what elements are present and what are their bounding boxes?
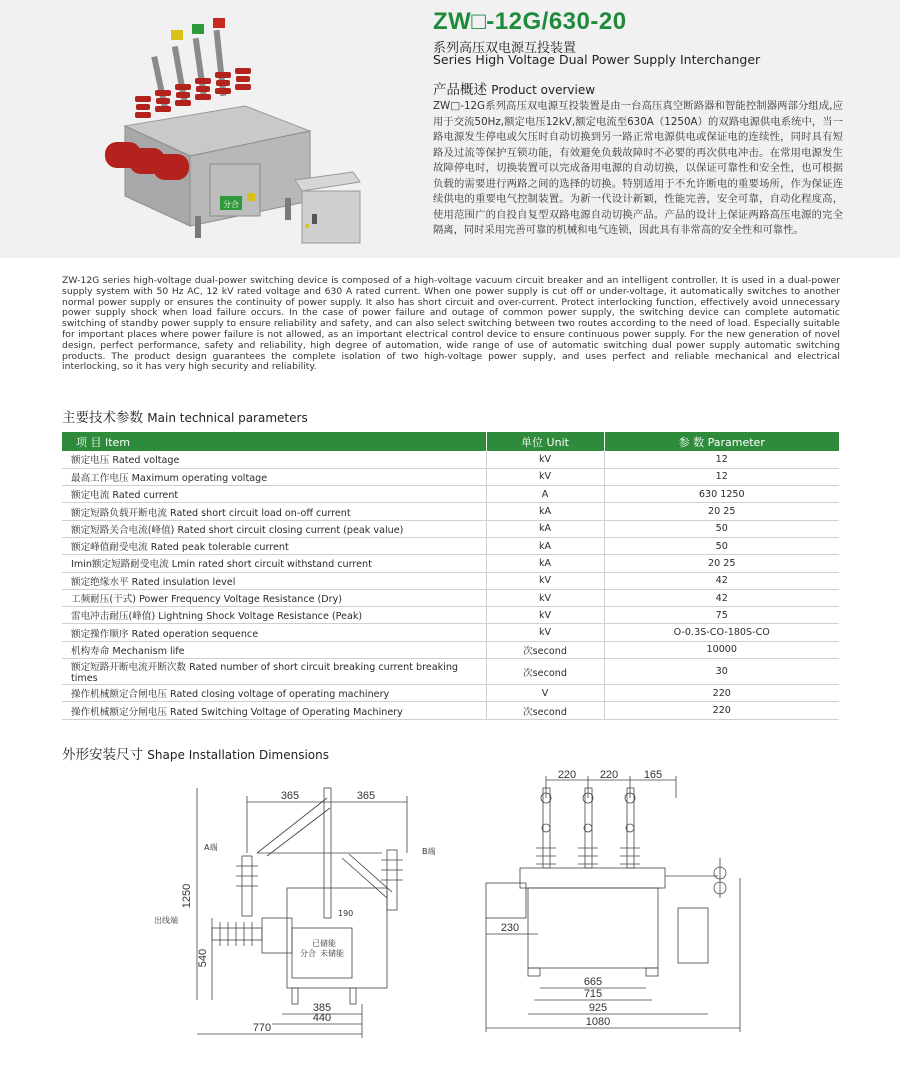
dim-385: 385 <box>312 1002 332 1014</box>
cell-item: 额定峰值耐受电流 Rated peak tolerable current <box>62 537 486 554</box>
cell-unit: kV <box>486 451 604 468</box>
cell-item: 操作机械额定合闸电压 Rated closing voltage of operating machinery <box>62 685 486 702</box>
overview-heading <box>433 78 595 98</box>
cell-value: 220 <box>604 685 839 702</box>
cell-item: 机构寿命 Mechanism life <box>62 641 486 658</box>
table-row <box>62 555 839 572</box>
table-row <box>62 702 839 719</box>
table-row <box>62 641 839 658</box>
column-header-item: 项 目 Item <box>62 432 486 451</box>
dim-190: 190 <box>338 909 354 918</box>
panel-stored: 已储能 <box>312 939 336 948</box>
cell-unit: 次second <box>486 659 604 685</box>
table-row <box>62 624 839 641</box>
cell-value: 75 <box>604 607 839 624</box>
table-row <box>62 537 839 554</box>
panel-unstored: 未储能 <box>320 949 344 958</box>
cell-unit: kV <box>486 624 604 641</box>
table-row <box>62 486 839 503</box>
table-row <box>62 659 839 685</box>
cell-unit: kA <box>486 520 604 537</box>
cell-item: 雷电冲击耐压(峰值) Lightning Shock Voltage Resistance (Peak) <box>62 607 486 624</box>
cell-item: 操作机械额定分闸电压 Rated Switching Voltage of Operating Machinery <box>62 702 486 719</box>
label-outlet: 出线端 <box>154 916 178 925</box>
table-row <box>62 685 839 702</box>
overview-text: ZW□-12G系列高压双电源互投装置是由一台高压真空断路器和智能控制器两部分组成,应用于交流50Hz,额定电压12kV,额定电流至630A（1250A）的双路电源供电系统中，当一路电源发生停电或欠压时自动切换到另一路正常电源供电或保证电的连续性，同时具有短路及过流等保护互锁功能，有效避免负载故障时不必要的再次供电冲击。在常用电源发生故障停电时，切换装置可以完成备用电源的自动切换，以保证可靠性和安全性，也可根据负载的需要进行两路之间的选择的切换。特别适用于不允许断电的重要场所，作为保证连续供电的重要电气控制装置。为新一代设计新颖，性能完善，安全可靠，自动化程度高，使用范围广的自投自复型双路电源自动切换产品。产品的设计上保证两路高压电源的完全隔离，同时采用完善可靠的机械和电气连锁，因此具有非常高的安全性和可靠性。 <box>433 100 843 236</box>
cell-value: 10000 <box>604 641 839 658</box>
cell-unit: kV <box>486 607 604 624</box>
dimensions-heading <box>62 743 329 763</box>
cell-unit: kV <box>486 589 604 606</box>
cell-value: 220 <box>604 702 839 719</box>
device-label: 分合 <box>223 200 239 209</box>
front-view-drawing <box>478 768 778 1040</box>
cell-item: Imin额定短路耐受电流 Lmin rated short circuit withstand current <box>62 555 486 572</box>
cell-item: 额定电压 Rated voltage <box>62 451 486 468</box>
label-b-end: B端 <box>422 847 436 856</box>
table-row <box>62 572 839 589</box>
cell-value: 12 <box>604 451 839 468</box>
cell-value: 12 <box>604 468 839 485</box>
dim-365-left: 365 <box>280 790 300 802</box>
subtitle-en: Series High Voltage Dual Power Supply Interchanger <box>433 52 761 67</box>
dim-230: 230 <box>500 922 520 934</box>
dim-1080: 1080 <box>585 1016 611 1028</box>
cell-unit: kA <box>486 537 604 554</box>
page-title: ZW□-12G/630-20 <box>433 8 627 35</box>
cell-item: 额定电流 Rated current <box>62 486 486 503</box>
column-header-unit: 单位 Unit <box>486 432 604 451</box>
cell-unit: kV <box>486 468 604 485</box>
table-row <box>62 589 839 606</box>
product-photo <box>95 16 415 248</box>
panel-fenhe: 分合 <box>300 949 316 958</box>
english-description: ZW-12G series high-voltage dual-power switching device is composed of a high-voltage vacuum circuit breaker and an intelligent controller. It is used in a dual-power supply system with 50 Hz AC, 12 kV rated voltage and 630 A rated current. When one power supply is cut off or under-voltage, it automatically switches to another normal power supply or ensures the continuity of power supply. It also has short circuit and over-current. Protect interlocking function, effectively avoid unnecessary power supply shock when load failure occurs. In the case of power failure and outage of common power supply, the switching device can complete automatic switching of standby power supply to ensure reliability and safety, and can also select switching between two routes according to the need of load. Especially suitable for important places where power failure is not allowed, as an important electrical control device to ensure continuous power supply. For the new generation of novel design, perfect performance, safety and reliability, high degree of automation, wide range of use of automatic switching dual power supply automatic switching products. The product design guarantees the complete isolation of two high-voltage power supply, and uses perfect and reliable mechanical and electrical interlocking, so it has very high security and reliability. <box>62 275 840 373</box>
dim-665: 665 <box>583 976 603 988</box>
cell-unit: 次second <box>486 641 604 658</box>
cell-unit: 次second <box>486 702 604 719</box>
subtitle-cn: 系列高压双电源互投装置 <box>433 41 577 56</box>
cell-item: 额定操作顺序 Rated operation sequence <box>62 624 486 641</box>
cell-unit: V <box>486 685 604 702</box>
column-header-parameter: 参 数 Parameter <box>604 432 839 451</box>
cell-unit: kA <box>486 503 604 520</box>
cell-value: 42 <box>604 572 839 589</box>
dim-440: 440 <box>312 1012 332 1024</box>
dim-365-right: 365 <box>356 790 376 802</box>
table-row <box>62 503 839 520</box>
table-row <box>62 607 839 624</box>
cell-value: 50 <box>604 520 839 537</box>
params-heading-en: Main technical parameters <box>147 411 308 425</box>
table-row <box>62 520 839 537</box>
dim-540: 540 <box>197 948 209 968</box>
table-row <box>62 451 839 468</box>
cell-value: 630 1250 <box>604 486 839 503</box>
params-heading <box>62 406 308 426</box>
cell-value: 20 25 <box>604 503 839 520</box>
dim-165: 165 <box>643 769 663 781</box>
cell-item: 额定短路开断电流开断次数 Rated number of short circuit breaking current breaking times <box>62 659 486 685</box>
dimensions-heading-cn: 外形安装尺寸 <box>62 747 143 763</box>
dim-925: 925 <box>588 1002 608 1014</box>
dim-220-b: 220 <box>599 769 619 781</box>
table-row <box>62 468 839 485</box>
cell-value: 30 <box>604 659 839 685</box>
cell-value: O-0.3S-CO-180S-CO <box>604 624 839 641</box>
side-view-drawing <box>152 768 452 1040</box>
overview-heading-cn: 产品概述 <box>433 82 487 98</box>
dimensions-heading-en: Shape Installation Dimensions <box>147 748 330 762</box>
cell-unit: kA <box>486 555 604 572</box>
params-heading-cn: 主要技术参数 <box>62 410 143 426</box>
cell-value: 20 25 <box>604 555 839 572</box>
params-table <box>62 432 839 720</box>
cell-item: 额定绝缘水平 Rated insulation level <box>62 572 486 589</box>
cell-unit: kV <box>486 572 604 589</box>
dim-715: 715 <box>583 988 603 1000</box>
dim-770: 770 <box>252 1022 272 1034</box>
overview-heading-en: Product overview <box>491 83 596 97</box>
table-header-row <box>62 432 839 451</box>
cell-item: 额定短路关合电流(峰值) Rated short circuit closing current (peak value) <box>62 520 486 537</box>
dim-1250: 1250 <box>181 883 193 909</box>
dim-220-a: 220 <box>557 769 577 781</box>
cell-item: 最高工作电压 Maximum operating voltage <box>62 468 486 485</box>
cell-value: 50 <box>604 537 839 554</box>
cell-item: 工频耐压(干式) Power Frequency Voltage Resistance (Dry) <box>62 589 486 606</box>
cell-unit: A <box>486 486 604 503</box>
label-a-end: A端 <box>204 843 218 852</box>
cell-value: 42 <box>604 589 839 606</box>
cell-item: 额定短路负载开断电流 Rated short circuit load on-off current <box>62 503 486 520</box>
